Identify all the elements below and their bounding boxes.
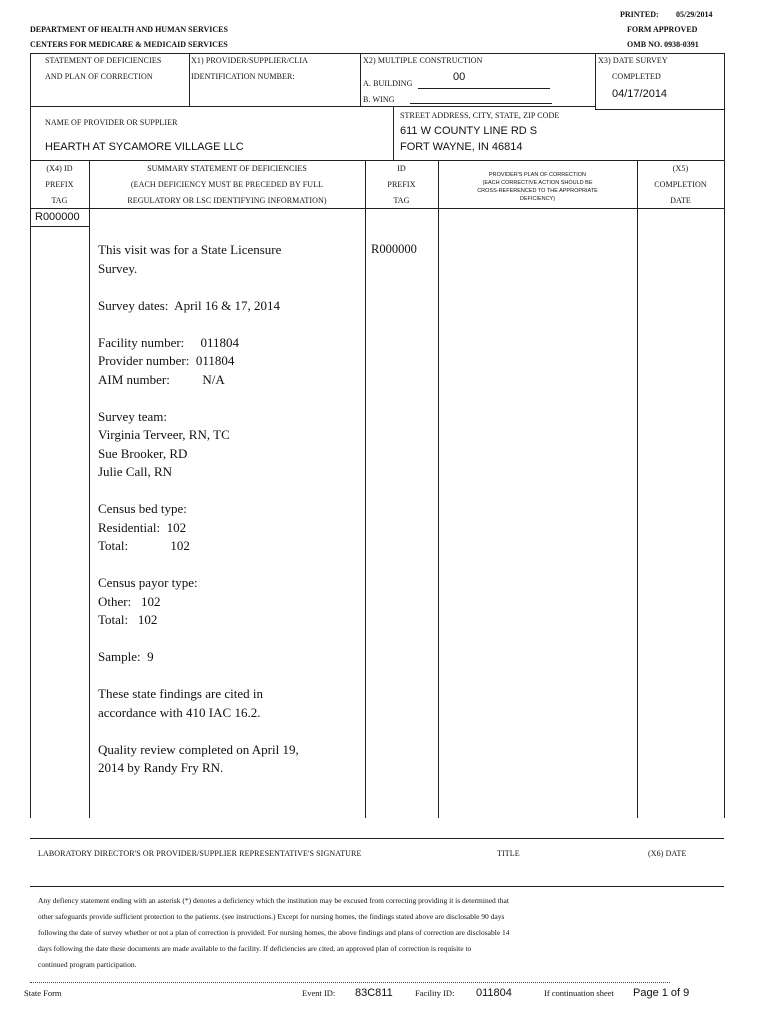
form-approved: FORM APPROVED	[627, 25, 698, 34]
prefix-tag: R000000	[35, 211, 80, 223]
address-label: STREET ADDRESS, CITY, STATE, ZIP CODE	[400, 111, 560, 120]
id-label-1: ID	[397, 164, 406, 173]
plan-label-2: (EACH CORRECTIVE ACTION SHOULD BE	[482, 180, 593, 186]
provider-name: HEARTH AT SYCAMORE VILLAGE LLC	[45, 141, 244, 153]
statement-label-1: STATEMENT OF DEFICIENCIES	[45, 56, 162, 65]
id-label-2: PREFIX	[387, 180, 416, 189]
disclaimer-line: Any defiency statement ending with an asterisk (*) denotes a deficiency which the institution may be excused from correcting providing it is determined that	[38, 896, 509, 905]
summary-line: Facility number: 011804	[98, 334, 240, 350]
summary-label-1: SUMMARY STATEMENT OF DEFICIENCIES	[147, 164, 307, 173]
summary-line: Survey dates: April 16 & 17, 2014	[98, 297, 280, 313]
summary-spacer	[98, 278, 299, 297]
summary-line: Total: 102	[98, 538, 190, 553]
x2-label: X2) MULTIPLE CONSTRUCTION	[363, 56, 483, 65]
facility-id-value: 011804	[476, 987, 512, 999]
x4-label-1: (X4) ID	[46, 164, 73, 173]
summary-label-3: REGULATORY OR LSC IDENTIFYING INFORMATION)	[127, 196, 327, 205]
address-line-2: FORT WAYNE, IN 46814	[400, 141, 523, 153]
building-label: A. BUILDING	[363, 79, 413, 88]
disclaimer-line: continued program participation.	[38, 960, 137, 969]
summary-spacer	[98, 630, 299, 649]
summary-spacer	[98, 315, 299, 334]
department-title: DEPARTMENT OF HEALTH AND HUMAN SERVICES	[30, 25, 228, 34]
plan-label-4: DEFICIENCY)	[519, 196, 556, 202]
summary-spacer	[98, 667, 299, 686]
facility-id-label: Facility ID:	[415, 988, 455, 998]
summary-statement	[98, 241, 299, 778]
summary-line: 2014 by Randy Fry RN.	[98, 760, 224, 775]
summary-line: Other: 102	[98, 593, 161, 609]
x1-label-1: X1) PROVIDER/SUPPLIER/CLIA	[191, 56, 309, 65]
printed-label: PRINTED:	[620, 10, 659, 19]
x5-label-3: DATE	[670, 196, 691, 205]
printed-date: 05/29/2014	[676, 10, 713, 19]
summary-spacer	[98, 556, 299, 575]
omb-number: OMB NO. 0938-0391	[627, 40, 699, 49]
summary-line: Census bed type:	[98, 501, 187, 516]
id-label-3: TAG	[393, 196, 410, 205]
summary-spacer	[98, 389, 299, 408]
summary-spacer	[98, 722, 299, 741]
summary-line: AIM number: N/A	[98, 371, 225, 387]
disclaimer-line: days following the date these documents are made available to the facility. If deficiencies are cited, an approved plan of correction is requisite to	[38, 944, 472, 953]
summary-line: This visit was for a State Licensure	[98, 242, 282, 257]
summary-line: Census payor type:	[98, 575, 198, 590]
summary-line: Julie Call, RN	[98, 464, 173, 479]
x3-label-1: X3) DATE SURVEY	[598, 56, 668, 65]
disclaimer-text	[38, 893, 510, 973]
summary-line: Survey.	[98, 260, 138, 276]
summary-line: Virginia Terveer, RN, TC	[98, 427, 230, 442]
wing-label: B. WING	[363, 95, 395, 104]
summary-line: Residential: 102	[98, 519, 187, 535]
x3-label-2: COMPLETED	[612, 72, 661, 81]
event-id-value: 83C811	[355, 987, 393, 999]
summary-label-2: (EACH DEFICIENCY MUST BE PRECEDED BY FULL	[130, 180, 324, 189]
summary-line: Total: 102	[98, 612, 158, 627]
x1-label-2: IDENTIFICATION NUMBER:	[191, 72, 295, 81]
lab-director-signature-label: LABORATORY DIRECTOR'S OR PROVIDER/SUPPLIER REPRESENTATIVE'S SIGNATURE	[38, 849, 362, 858]
address-line-1: 611 W COUNTY LINE RD S	[400, 125, 538, 137]
summary-line: Survey team:	[98, 408, 167, 424]
summary-line: These state findings are cited in	[98, 686, 263, 701]
x5-label-2: COMPLETION	[654, 180, 707, 189]
disclaimer-line: other safeguards provide sufficient protection to the patients. (see instructions.) Except for nursing homes, the findings stated above are disclosable 90 days	[38, 912, 505, 921]
plan-label-3: CROSS-REFERENCED TO THE APPROPRIATE	[477, 188, 598, 194]
state-form-label: State Form	[24, 988, 62, 998]
date-completed: 04/17/2014	[612, 88, 668, 100]
id-tag: R000000	[371, 242, 417, 256]
provider-name-label: NAME OF PROVIDER OR SUPPLIER	[45, 118, 178, 127]
x6-date-label: (X6) DATE	[648, 849, 687, 858]
cms-title: CENTERS FOR MEDICARE & MEDICAID SERVICES	[30, 40, 228, 49]
event-id-label: Event ID:	[302, 988, 336, 998]
summary-spacer	[98, 482, 299, 501]
x4-label-2: PREFIX	[45, 180, 74, 189]
x5-label-1: (X5)	[672, 164, 689, 173]
summary-line: Sue Brooker, RD	[98, 445, 188, 461]
summary-line: accordance with 410 IAC 16.2.	[98, 704, 261, 720]
disclaimer-line: following the date of survey whether or not a plan of correction is provided. For nursing homes, the above findings and plans of correction are disclosable 14	[38, 928, 510, 937]
continuation-label: If continuation sheet	[544, 988, 614, 998]
title-label: TITLE	[497, 849, 520, 858]
statement-label-2: AND PLAN OF CORRECTION	[45, 72, 153, 81]
summary-line: Sample: 9	[98, 649, 154, 664]
plan-label-1: PROVIDER'S PLAN OF CORRECTION	[488, 172, 586, 178]
summary-line: Quality review completed on April 19,	[98, 741, 299, 757]
summary-line: Provider number: 011804	[98, 353, 235, 368]
building-value: 00	[453, 71, 466, 83]
page-number: Page 1 of 9	[633, 987, 690, 999]
x4-label-3: TAG	[51, 196, 68, 205]
